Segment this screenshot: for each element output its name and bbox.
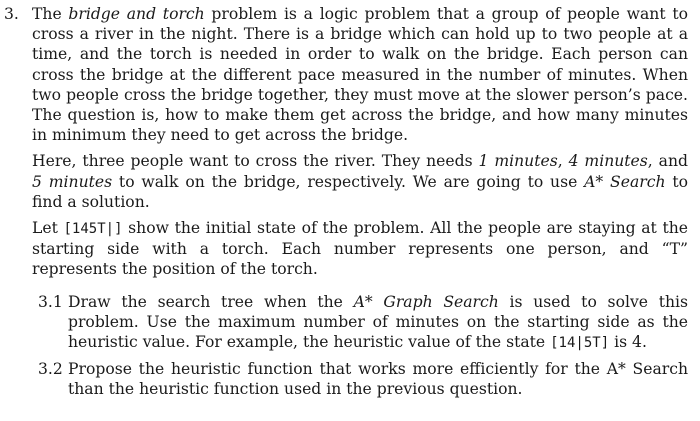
subquestion-3-2 (38, 359, 688, 399)
setup-text-5: to find a solution. (32, 172, 688, 211)
sub1-text-2: is used to solve this problem. Use the maximum number of minutes on the starting side as the heuristic value. For example, the heuristic value of the state (68, 292, 688, 352)
intro-emphasis: bridge and torch (68, 5, 205, 23)
setup-time-3: 5 minutes (32, 172, 113, 191)
problem-intro-paragraph (32, 4, 688, 145)
subquestion-number: 3.2 (38, 360, 63, 379)
state-text-1: Let (32, 219, 64, 238)
intro-text-post: problem is a logic problem that a group of people want to cross a river in the night. There is a bridge which can hold up to two people at a time, and the torch is needed in order to walk on the bridge. Each person can cross the bridge at the different pace measured in the number of minutes. When two people cross the bridge together, they must move at the slower person’s pace. The question is, how to make them get across the bridge, and how many minutes in minimum they need to get across the bridge. (32, 5, 688, 145)
setup-algorithm: A* Search (584, 172, 666, 191)
problem-number: 3. (4, 5, 19, 23)
intro-text-pre: The (32, 5, 69, 23)
subquestion-3-1 (38, 292, 688, 354)
sub2-text: Propose the heuristic function that works more efficiently for the A* Search than the heuristic function used in the previous question. (68, 360, 688, 399)
sub1-text-3: is 4. (609, 333, 647, 352)
setup-text-1: Here, three people want to cross the river. They needs (32, 152, 479, 171)
sub1-emphasis: A* Graph Search (353, 292, 499, 311)
sub1-text-1: Draw the search tree when the (68, 292, 354, 311)
problem-state-paragraph (32, 218, 688, 280)
setup-time-1: 1 minutes (478, 152, 558, 171)
initial-state-code: [145T|] (63, 221, 123, 238)
state-text-2: show the initial state of the problem. All the people are staying at the starting side with a torch. Each number represents one person, and “T” represents the position of the torch. (32, 219, 688, 279)
setup-text-3: , and (647, 152, 688, 171)
subquestion-number: 3.1 (38, 292, 63, 311)
problem-3 (4, 4, 688, 400)
problem-setup-paragraph (32, 151, 688, 212)
setup-time-2: 4 minutes (568, 152, 648, 171)
setup-text-2: , (557, 152, 569, 171)
example-state-code: [14|5T] (550, 335, 610, 352)
setup-text-4: to walk on the bridge, respectively. We are going to use (112, 172, 585, 191)
